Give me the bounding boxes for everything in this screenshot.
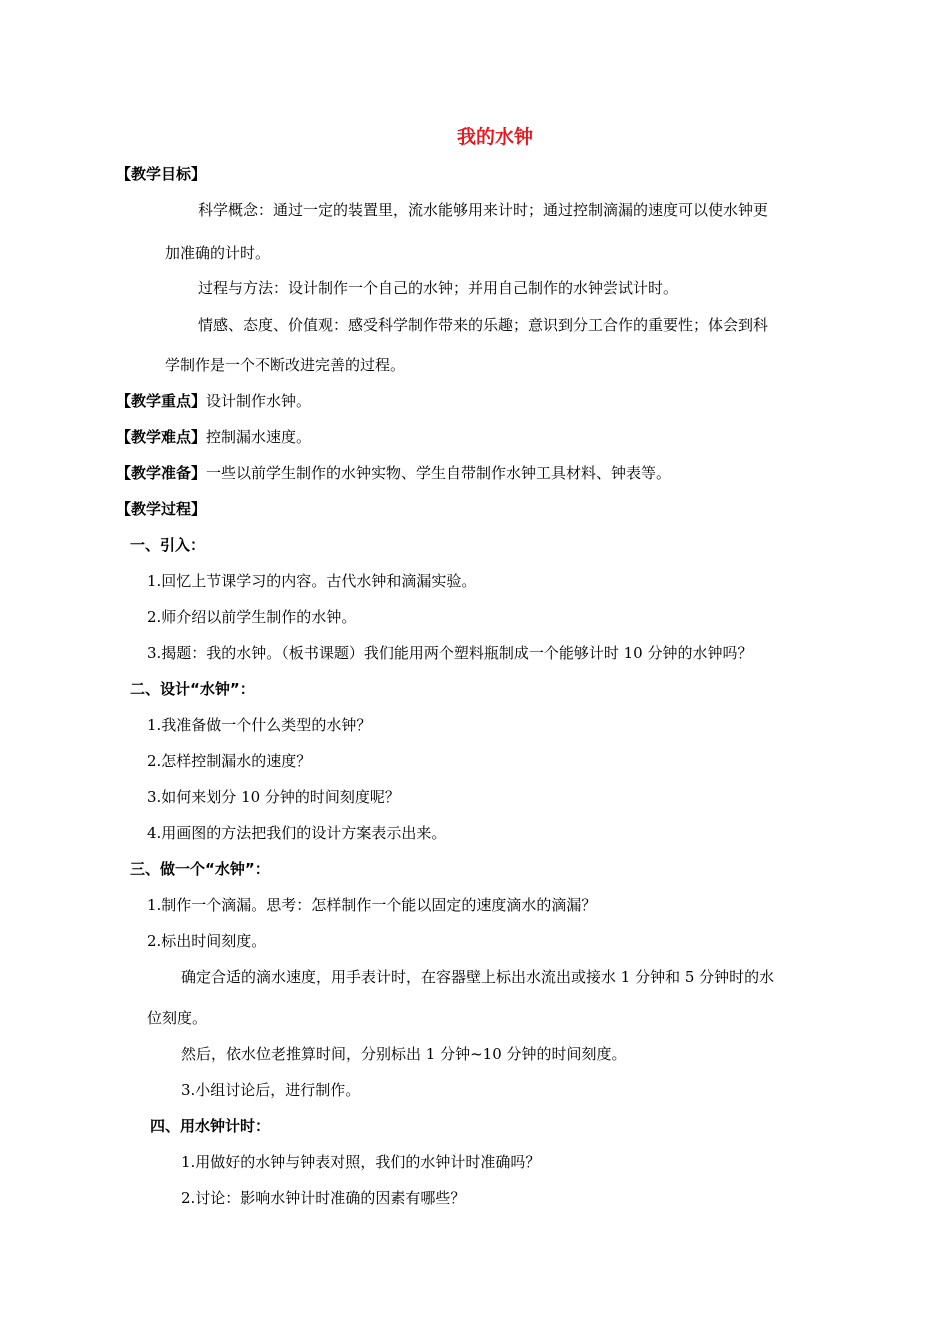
key-point-label: 【教学重点】 bbox=[116, 392, 207, 410]
preparation-text: 一些以前学生制作的水钟实物、学生自带制作水钟工具材料、钟表等。 bbox=[206, 464, 672, 482]
section2-item: 3.如何来划分 10 分钟的时间刻度呢？ bbox=[147, 788, 400, 806]
objective-process: 过程与方法：设计制作一个自己的水钟；并用自己制作的水钟尝试计时。 bbox=[198, 279, 679, 297]
section3-paragraph2: 然后，依水位老推算时间，分别标出 1 分钟~10 分钟的时间刻度。 bbox=[181, 1045, 627, 1063]
section3-paragraph-line2: 位刻度。 bbox=[147, 1009, 208, 1027]
section4-item: 2.讨论：影响水钟计时准确的因素有哪些？ bbox=[181, 1189, 466, 1207]
preparation-label: 【教学准备】 bbox=[116, 464, 207, 482]
objective-attitude-line1: 情感、态度、价值观：感受科学制作带来的乐趣；意识到分工合作的重要性；体会到科 bbox=[198, 316, 769, 334]
section2-heading: 二、设计“水钟”： bbox=[130, 680, 255, 698]
objective-attitude-line2: 学制作是一个不断改进完善的过程。 bbox=[165, 356, 406, 374]
key-point-text: 设计制作水钟。 bbox=[206, 392, 312, 410]
section1-heading: 一、引入： bbox=[130, 536, 206, 554]
section3-item: 3.小组讨论后，进行制作。 bbox=[181, 1081, 361, 1099]
section1-item: 2.师介绍以前学生制作的水钟。 bbox=[147, 608, 357, 626]
difficulty-row bbox=[116, 427, 311, 447]
section3-heading: 三、做一个“水钟”： bbox=[130, 860, 270, 878]
objectives-label: 【教学目标】 bbox=[116, 165, 207, 183]
section3-item: 2.标出时间刻度。 bbox=[147, 932, 267, 950]
objective-concept-line2: 加准确的计时。 bbox=[165, 244, 271, 262]
section1-item: 1.回忆上节课学习的内容。古代水钟和滴漏实验。 bbox=[147, 572, 477, 590]
key-point-row bbox=[116, 391, 311, 411]
process-label: 【教学过程】 bbox=[116, 500, 207, 518]
section4-item: 1.用做好的水钟与钟表对照，我们的水钟计时准确吗？ bbox=[181, 1153, 541, 1171]
section4-heading: 四、用水钟计时： bbox=[150, 1117, 271, 1135]
document-title: 我的水钟 bbox=[456, 126, 533, 148]
section3-paragraph-line1: 确定合适的滴水速度，用手表计时，在容器壁上标出水流出或接水 1 分钟和 5 分钟时的水 bbox=[181, 968, 775, 986]
difficulty-text: 控制漏水速度。 bbox=[206, 428, 312, 446]
difficulty-label: 【教学难点】 bbox=[116, 428, 207, 446]
section2-item: 4.用画图的方法把我们的设计方案表示出来。 bbox=[147, 824, 447, 842]
section1-item: 3.揭题：我的水钟。（板书课题）我们能用两个塑料瓶制成一个能够计时 10 分钟的水钟吗？ bbox=[147, 644, 753, 662]
section2-item: 1.我准备做一个什么类型的水钟？ bbox=[147, 716, 372, 734]
section3-item: 1.制作一个滴漏。思考：怎样制作一个能以固定的速度滴水的滴漏？ bbox=[147, 896, 597, 914]
preparation-row bbox=[116, 463, 671, 483]
objective-concept-line1: 科学概念：通过一定的装置里，流水能够用来计时；通过控制滴漏的速度可以使水钟更 bbox=[198, 201, 769, 219]
section2-item: 2.怎样控制漏水的速度？ bbox=[147, 752, 312, 770]
